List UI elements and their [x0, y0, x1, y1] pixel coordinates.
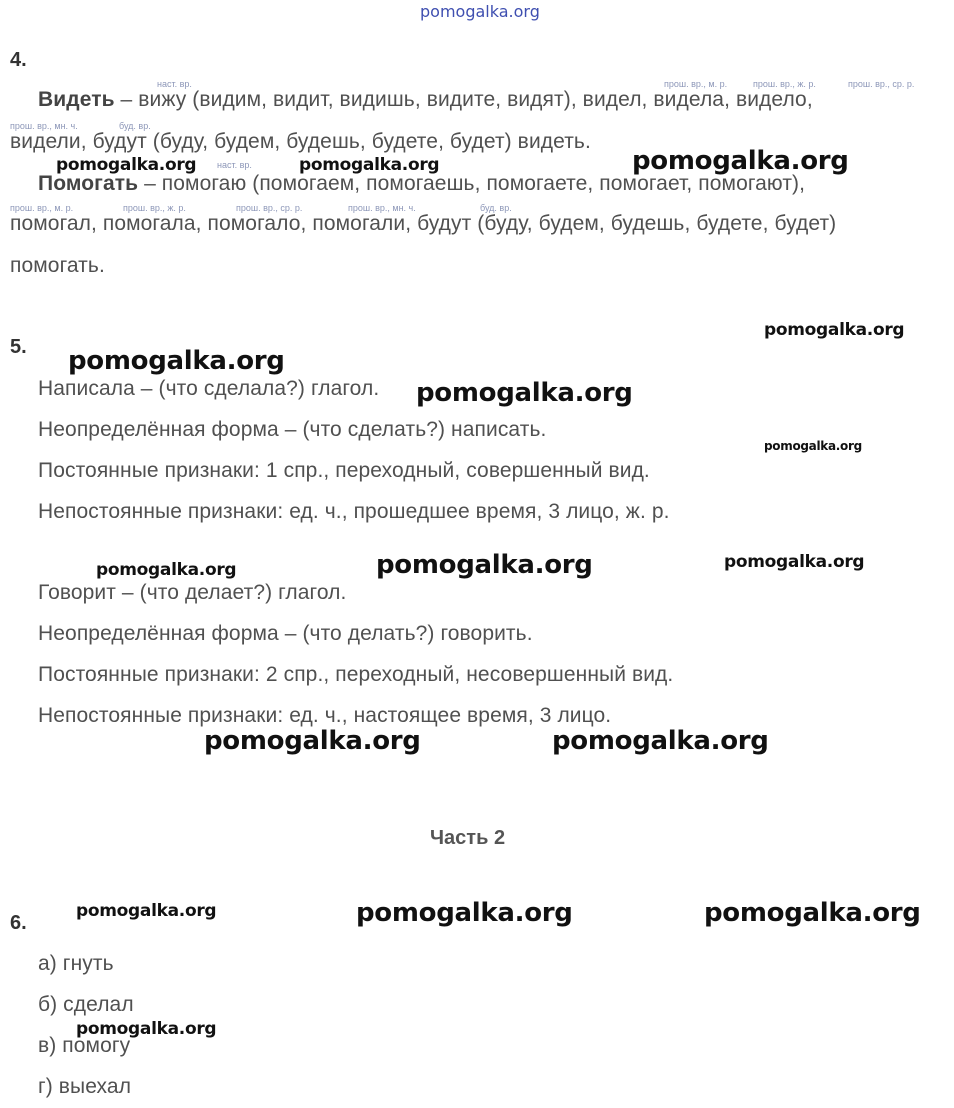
- task-5-block2-line: Непостоянные признаки: ед. ч., настоящее время, 3 лицо.: [38, 704, 612, 727]
- annotation: наст. вр.: [217, 160, 252, 170]
- annotation: прош. вр., м. р.: [664, 79, 728, 89]
- task-4-line-4: помогал, помогала, помогало, помогали, будут (буду, будем, будешь, будете, будет): [10, 212, 837, 235]
- header-watermark: pomogalka.org: [420, 2, 540, 21]
- annotation: наст. вр.: [157, 79, 192, 89]
- task-4-line-5: помогать.: [10, 254, 105, 277]
- task-6-item: в) помогу: [38, 1034, 131, 1057]
- watermark: pomogalka.org: [76, 1019, 217, 1039]
- task-5-block2-line: Постоянные признаки: 2 спр., переходный, несовершенный вид.: [38, 663, 674, 686]
- task-4-line-3: Помогать – помогаю (помогаем, помогаешь, помогаете, помогает, помогают),: [38, 172, 806, 195]
- watermark: pomogalka.org: [76, 901, 217, 921]
- task-4-line-1: Видеть – вижу (видим, видит, видишь, видите, видят), видел, видела, видело,: [38, 88, 813, 111]
- watermark: pomogalka.org: [552, 726, 769, 756]
- watermark: pomogalka.org: [356, 898, 573, 928]
- watermark: pomogalka.org: [632, 146, 849, 176]
- watermark: pomogalka.org: [96, 560, 237, 580]
- watermark: pomogalka.org: [376, 550, 593, 580]
- watermark: pomogalka.org: [764, 439, 862, 453]
- task-6-item: а) гнуть: [38, 952, 114, 975]
- watermark: pomogalka.org: [56, 155, 197, 175]
- task-6-item: б) сделал: [38, 993, 134, 1016]
- task-5-block1-line: Неопределённая форма – (что сделать?) написать.: [38, 418, 547, 441]
- task-4-number: 4.: [10, 49, 27, 71]
- task-5-block2-line: Неопределённая форма – (что делать?) говорить.: [38, 622, 533, 645]
- annotation: прош. вр., ж. р.: [753, 79, 816, 89]
- watermark: pomogalka.org: [68, 346, 285, 376]
- task-4-line-2: видели, будут (буду, будем, будешь, будете, будет) видеть.: [10, 130, 591, 153]
- watermark: pomogalka.org: [724, 552, 865, 572]
- task-5-block1-line: Написала – (что сделала?) глагол.: [38, 377, 380, 400]
- annotation: прош. вр., ср. р.: [236, 203, 303, 213]
- watermark: pomogalka.org: [704, 898, 921, 928]
- watermark: pomogalka.org: [764, 320, 905, 340]
- task-5-block1-line: Постоянные признаки: 1 спр., переходный, совершенный вид.: [38, 459, 650, 482]
- annotation: прош. вр., ср. р.: [848, 79, 915, 89]
- watermark: pomogalka.org: [416, 378, 633, 408]
- verb-pomogat: Помогать: [38, 172, 139, 195]
- task-5-block2-line: Говорит – (что делает?) глагол.: [38, 581, 347, 604]
- task-6-number: 6.: [10, 912, 27, 934]
- annotation: прош. вр., мн. ч.: [10, 121, 78, 131]
- task-5-number: 5.: [10, 336, 27, 358]
- annotation: буд. вр.: [119, 121, 151, 131]
- watermark: pomogalka.org: [204, 726, 421, 756]
- task-6-item: г) выехал: [38, 1075, 132, 1098]
- watermark: pomogalka.org: [299, 155, 440, 175]
- annotation: прош. вр., м. р.: [10, 203, 74, 213]
- annotation: прош. вр., мн. ч.: [348, 203, 416, 213]
- part-2-heading: Часть 2: [430, 827, 506, 849]
- verb-videt: Видеть: [38, 88, 115, 111]
- annotation: буд. вр.: [480, 203, 512, 213]
- annotation: прош. вр., ж. р.: [123, 203, 186, 213]
- task-5-block1-line: Непостоянные признаки: ед. ч., прошедшее время, 3 лицо, ж. р.: [38, 500, 670, 523]
